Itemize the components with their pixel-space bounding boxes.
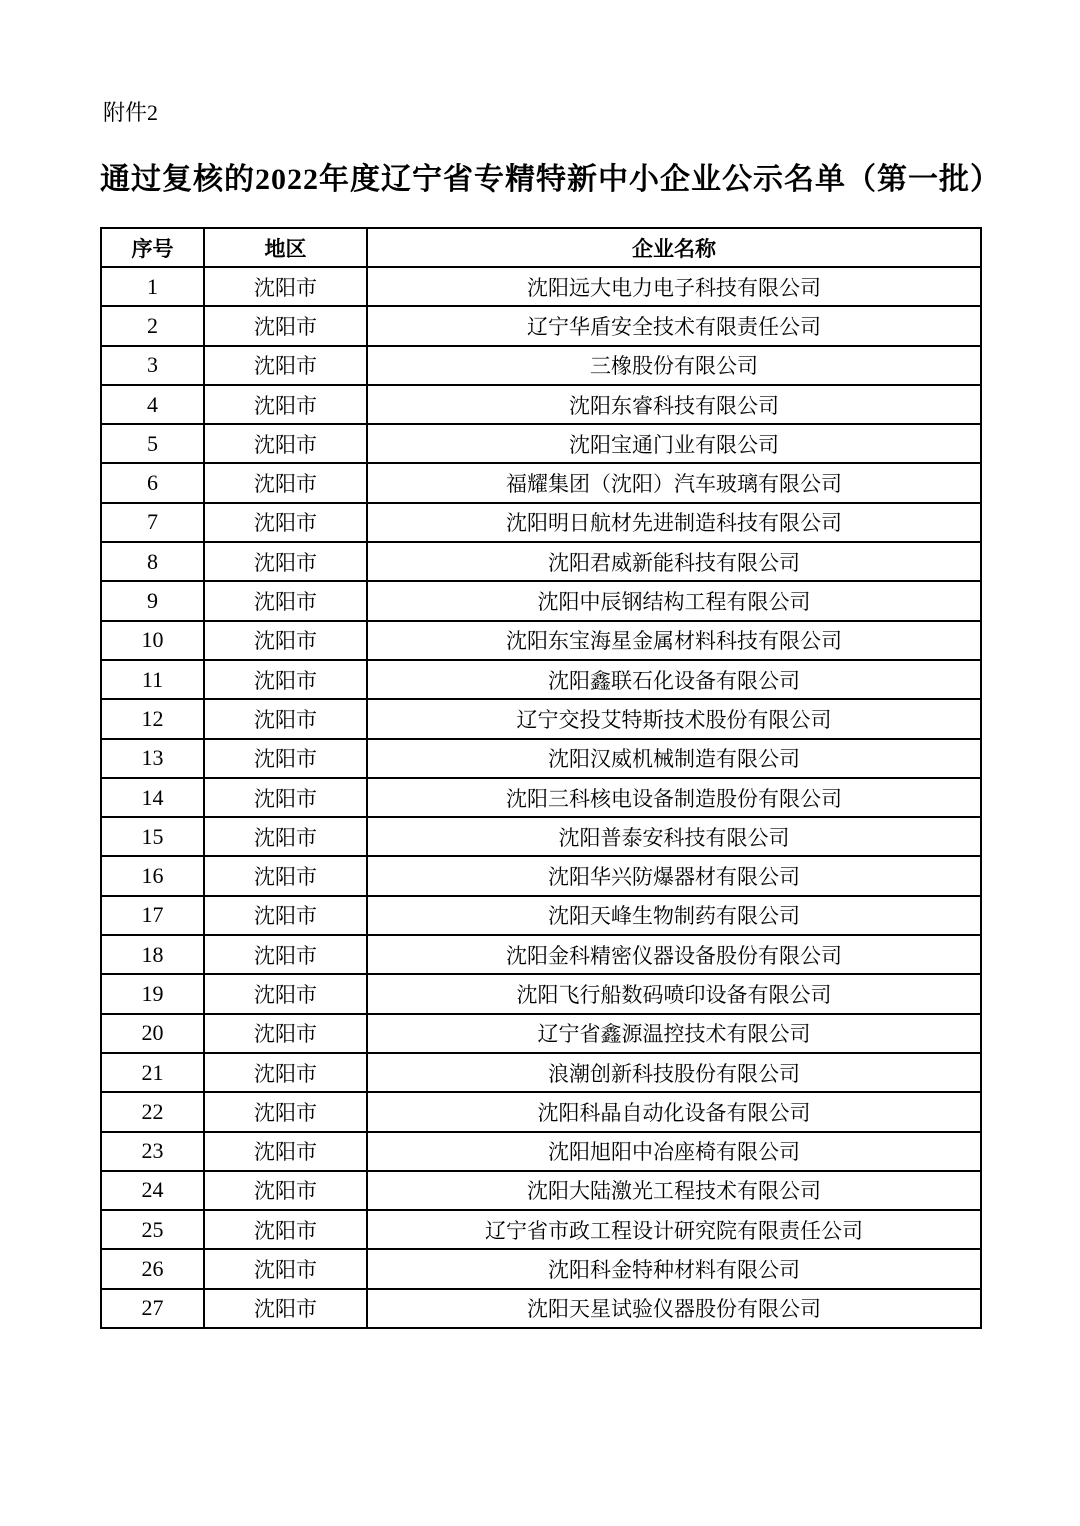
row-company-cell: 沈阳普泰安科技有限公司 — [367, 817, 981, 856]
row-index-cell: 10 — [101, 621, 204, 660]
row-index-cell: 20 — [101, 1014, 204, 1053]
row-region-cell: 沈阳市 — [204, 581, 367, 620]
row-index-cell: 14 — [101, 778, 204, 817]
table-row — [101, 424, 981, 463]
table-row — [101, 660, 981, 699]
row-region-cell: 沈阳市 — [204, 385, 367, 424]
row-company-cell: 沈阳科金特种材料有限公司 — [367, 1249, 981, 1288]
row-region-cell: 沈阳市 — [204, 621, 367, 660]
table-row — [101, 503, 981, 542]
row-region-cell: 沈阳市 — [204, 267, 367, 306]
table-row — [101, 1171, 981, 1210]
row-region-cell: 沈阳市 — [204, 856, 367, 895]
table-row — [101, 621, 981, 660]
row-company-cell: 沈阳飞行船数码喷印设备有限公司 — [367, 974, 981, 1013]
row-company-cell: 沈阳东睿科技有限公司 — [367, 385, 981, 424]
row-region-cell: 沈阳市 — [204, 1053, 367, 1092]
row-company-cell: 沈阳宝通门业有限公司 — [367, 424, 981, 463]
row-company-cell: 沈阳远大电力电子科技有限公司 — [367, 267, 981, 306]
row-company-cell: 沈阳大陆激光工程技术有限公司 — [367, 1171, 981, 1210]
row-region-cell: 沈阳市 — [204, 1289, 367, 1328]
row-region-cell: 沈阳市 — [204, 1014, 367, 1053]
row-index-cell: 9 — [101, 581, 204, 620]
row-index-cell: 11 — [101, 660, 204, 699]
table-row — [101, 1249, 981, 1288]
row-region-cell: 沈阳市 — [204, 896, 367, 935]
row-index-cell: 23 — [101, 1132, 204, 1171]
row-index-cell: 1 — [101, 267, 204, 306]
table-row — [101, 542, 981, 581]
row-region-cell: 沈阳市 — [204, 935, 367, 974]
row-region-cell: 沈阳市 — [204, 1092, 367, 1131]
row-region-cell: 沈阳市 — [204, 542, 367, 581]
column-header-company-name: 企业名称 — [367, 228, 981, 267]
page-title: 通过复核的2022年度辽宁省专精特新中小企业公示名单（第一批） — [100, 163, 1001, 196]
row-index-cell: 25 — [101, 1210, 204, 1249]
row-company-cell: 沈阳汉威机械制造有限公司 — [367, 739, 981, 778]
row-region-cell: 沈阳市 — [204, 306, 367, 345]
table-row — [101, 935, 981, 974]
row-index-cell: 4 — [101, 385, 204, 424]
row-index-cell: 2 — [101, 306, 204, 345]
row-region-cell: 沈阳市 — [204, 1249, 367, 1288]
row-index-cell: 16 — [101, 856, 204, 895]
row-index-cell: 19 — [101, 974, 204, 1013]
row-company-cell: 浪潮创新科技股份有限公司 — [367, 1053, 981, 1092]
row-company-cell: 沈阳东宝海星金属材料科技有限公司 — [367, 621, 981, 660]
table-row — [101, 1092, 981, 1131]
table-row — [101, 306, 981, 345]
company-table — [100, 227, 982, 1329]
table-row — [101, 739, 981, 778]
row-region-cell: 沈阳市 — [204, 739, 367, 778]
row-company-cell: 沈阳中辰钢结构工程有限公司 — [367, 581, 981, 620]
table-row — [101, 856, 981, 895]
row-company-cell: 辽宁省市政工程设计研究院有限责任公司 — [367, 1210, 981, 1249]
row-region-cell: 沈阳市 — [204, 1132, 367, 1171]
row-company-cell: 三橡股份有限公司 — [367, 346, 981, 385]
row-region-cell: 沈阳市 — [204, 817, 367, 856]
table-row — [101, 974, 981, 1013]
row-company-cell: 沈阳君威新能科技有限公司 — [367, 542, 981, 581]
column-header-index: 序号 — [101, 228, 204, 267]
row-region-cell: 沈阳市 — [204, 1171, 367, 1210]
row-company-cell: 沈阳华兴防爆器材有限公司 — [367, 856, 981, 895]
row-region-cell: 沈阳市 — [204, 346, 367, 385]
column-header-region: 地区 — [204, 228, 367, 267]
row-index-cell: 12 — [101, 699, 204, 738]
row-company-cell: 福耀集团（沈阳）汽车玻璃有限公司 — [367, 463, 981, 502]
row-index-cell: 21 — [101, 1053, 204, 1092]
row-region-cell: 沈阳市 — [204, 463, 367, 502]
table-row — [101, 346, 981, 385]
row-region-cell: 沈阳市 — [204, 1210, 367, 1249]
table-row — [101, 699, 981, 738]
table-row — [101, 581, 981, 620]
table-row — [101, 896, 981, 935]
row-company-cell: 沈阳旭阳中冶座椅有限公司 — [367, 1132, 981, 1171]
row-index-cell: 15 — [101, 817, 204, 856]
row-region-cell: 沈阳市 — [204, 778, 367, 817]
row-region-cell: 沈阳市 — [204, 660, 367, 699]
row-index-cell: 26 — [101, 1249, 204, 1288]
row-company-cell: 辽宁省鑫源温控技术有限公司 — [367, 1014, 981, 1053]
row-company-cell: 沈阳天星试验仪器股份有限公司 — [367, 1289, 981, 1328]
row-company-cell: 沈阳鑫联石化设备有限公司 — [367, 660, 981, 699]
table-row — [101, 817, 981, 856]
table-row — [101, 1132, 981, 1171]
table-row — [101, 1210, 981, 1249]
table-row — [101, 1289, 981, 1328]
table-row — [101, 385, 981, 424]
row-company-cell: 沈阳天峰生物制药有限公司 — [367, 896, 981, 935]
row-index-cell: 17 — [101, 896, 204, 935]
table-row — [101, 267, 981, 306]
row-index-cell: 13 — [101, 739, 204, 778]
row-region-cell: 沈阳市 — [204, 699, 367, 738]
table-row — [101, 778, 981, 817]
table-row — [101, 1014, 981, 1053]
row-index-cell: 18 — [101, 935, 204, 974]
row-index-cell: 3 — [101, 346, 204, 385]
row-index-cell: 5 — [101, 424, 204, 463]
row-index-cell: 8 — [101, 542, 204, 581]
row-region-cell: 沈阳市 — [204, 424, 367, 463]
row-company-cell: 沈阳三科核电设备制造股份有限公司 — [367, 778, 981, 817]
row-company-cell: 沈阳金科精密仪器设备股份有限公司 — [367, 935, 981, 974]
row-index-cell: 24 — [101, 1171, 204, 1210]
row-index-cell: 22 — [101, 1092, 204, 1131]
row-index-cell: 6 — [101, 463, 204, 502]
table-row — [101, 463, 981, 502]
row-index-cell: 7 — [101, 503, 204, 542]
attachment-label: 附件2 — [103, 100, 159, 125]
row-company-cell: 沈阳明日航材先进制造科技有限公司 — [367, 503, 981, 542]
row-region-cell: 沈阳市 — [204, 503, 367, 542]
table-header-row — [101, 228, 981, 267]
row-index-cell: 27 — [101, 1289, 204, 1328]
row-company-cell: 辽宁交投艾特斯技术股份有限公司 — [367, 699, 981, 738]
table-row — [101, 1053, 981, 1092]
row-region-cell: 沈阳市 — [204, 974, 367, 1013]
row-company-cell: 辽宁华盾安全技术有限责任公司 — [367, 306, 981, 345]
table-body — [101, 267, 981, 1328]
row-company-cell: 沈阳科晶自动化设备有限公司 — [367, 1092, 981, 1131]
